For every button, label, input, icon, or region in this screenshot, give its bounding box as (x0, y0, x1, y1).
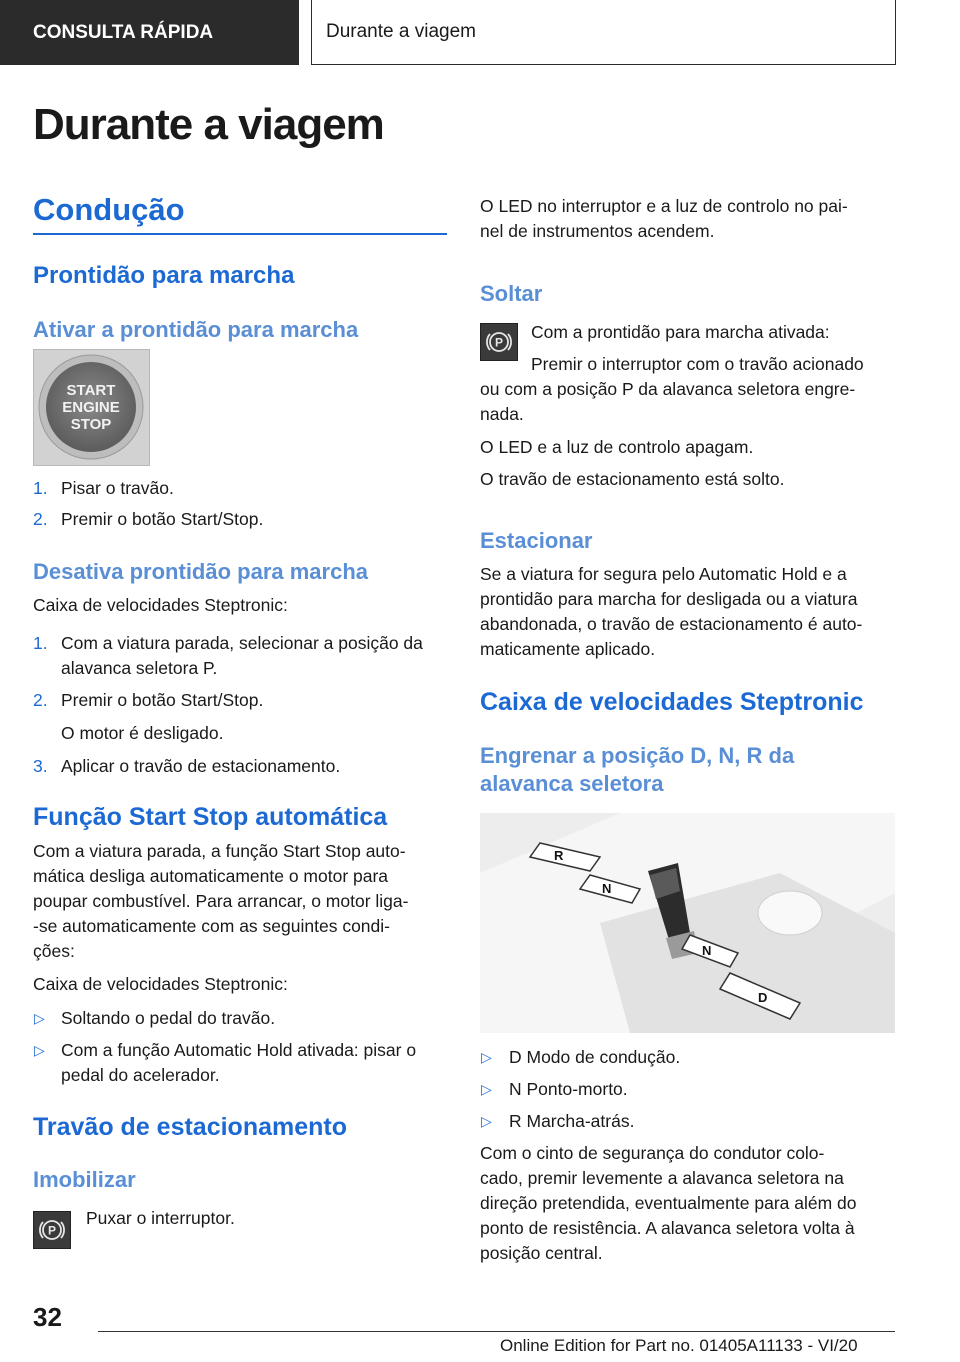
page-number: 32 (33, 1302, 62, 1332)
footer-rule (98, 1331, 895, 1332)
step-text: Premir o botão Start/Stop. (61, 690, 264, 710)
paragraph-line: direção pretendida, eventualmente para além do (480, 1193, 857, 1213)
paragraph-line: poupar combustível. Para arrancar, o motor liga- (33, 891, 409, 911)
step-text: Pisar o travão. (61, 478, 174, 498)
step-number: 2. (33, 509, 48, 529)
start-label: START (66, 382, 116, 399)
paragraph-line: posição central. (480, 1243, 603, 1263)
paragraph-line: ções: (33, 941, 75, 961)
bullet-text: pedal do acelerador. (61, 1065, 220, 1085)
desativa-intro: Caixa de velocidades Steptronic: (33, 595, 288, 615)
heading-soltar: Soltar (480, 281, 543, 306)
lever-label-n-bottom: N (702, 943, 712, 958)
triangle-bullet-icon: ▷ (34, 1042, 45, 1058)
paragraph-line: ou com a posição P da alavanca seletora engre- (480, 379, 856, 399)
triangle-bullet-icon: ▷ (34, 1010, 45, 1026)
paragraph-line: abandonada, o travão de estacionamento é auto- (480, 614, 863, 634)
triangle-bullet-icon: ▷ (481, 1113, 492, 1129)
lever-label-r: R (554, 848, 564, 863)
paragraph-line: Com a viatura parada, a função Start Stop auto- (33, 841, 406, 861)
paragraph-line: nel de instrumentos acendem. (480, 221, 715, 241)
heading-rule (33, 233, 447, 235)
lever-label-d: D (758, 990, 768, 1005)
heading-engrenar-2: alavanca seletora (480, 771, 664, 796)
page-title: Durante a viagem (33, 100, 384, 149)
svg-text:P: P (494, 335, 504, 350)
step-text: Aplicar o travão de estacionamento. (61, 756, 341, 776)
heading-caixa: Caixa de velocidades Steptronic (480, 688, 864, 716)
lever-label-n-top: N (602, 881, 612, 896)
bullet-text: N Ponto-morto. (509, 1079, 628, 1099)
header-chapter-label: Durante a viagem (326, 21, 476, 42)
parking-brake-icon (480, 323, 518, 361)
heading-imobilizar: Imobilizar (33, 1167, 136, 1192)
svg-text:P: P (47, 1223, 57, 1238)
header-section-label: CONSULTA RÁPIDA (33, 21, 214, 43)
step-number: 1. (33, 478, 48, 498)
heading-funcao: Função Start Stop automática (33, 803, 388, 831)
gear-lever-image (480, 813, 895, 1033)
heading-travao: Travão de estacionamento (33, 1113, 348, 1141)
step-number: 3. (33, 756, 48, 776)
soltar-condition: Com a prontidão para marcha ativada: (531, 322, 830, 342)
parking-brake-icon (33, 1211, 71, 1249)
step-text: Premir o botão Start/Stop. (61, 509, 264, 529)
step-text: Com a viatura parada, selecionar a posição da (61, 633, 423, 653)
bullet-text: R Marcha-atrás. (509, 1111, 635, 1131)
heading-ativar: Ativar a prontidão para marcha (33, 317, 359, 342)
paragraph-line: prontidão para marcha for desligada ou a viatura (480, 589, 858, 609)
heading-prontidao: Prontidão para marcha (33, 262, 295, 289)
paragraph-line: mática desliga automaticamente o motor para (33, 866, 389, 886)
bullet-text: Soltando o pedal do travão. (61, 1008, 276, 1028)
bullet-text: D Modo de condução. (509, 1047, 681, 1067)
paragraph-line: O LED no interruptor e a luz de controlo no pai- (480, 196, 848, 216)
header-chapter-tab (311, 0, 896, 65)
heading-estacionar: Estacionar (480, 528, 593, 553)
engine-label: ENGINE (62, 399, 120, 416)
paragraph-line: cado, premir levemente a alavanca seletora na (480, 1168, 844, 1188)
soltar-led-text: O LED e a luz de controlo apagam. (480, 437, 754, 457)
paragraph-line: -se automaticamente com as seguintes condi- (33, 916, 390, 936)
step-text: O motor é desligado. (61, 723, 224, 743)
funcao-intro: Caixa de velocidades Steptronic: (33, 974, 288, 994)
heading-conducao: Condução (33, 192, 185, 227)
paragraph-line: maticamente aplicado. (480, 639, 656, 659)
triangle-bullet-icon: ▷ (481, 1081, 492, 1097)
paragraph-line: Premir o interruptor com o travão acionado (531, 354, 864, 374)
paragraph-line: nada. (480, 404, 524, 424)
paragraph-line: Se a viatura for segura pelo Automatic Hold e a (480, 564, 847, 584)
header-section-tab (0, 0, 299, 65)
paragraph-line: Com o cinto de segurança do condutor colo- (480, 1143, 825, 1163)
heading-desativa: Desativa prontidão para marcha (33, 559, 369, 584)
soltar-solto-text: O travão de estacionamento está solto. (480, 469, 785, 489)
triangle-bullet-icon: ▷ (481, 1049, 492, 1065)
footer-edition: Online Edition for Part no. 01405A11133 - VI/20 (500, 1336, 858, 1355)
imobilizar-text: Puxar o interruptor. (86, 1208, 235, 1228)
paragraph-line: ponto de resistência. A alavanca seletora volta à (480, 1218, 855, 1238)
step-number: 2. (33, 690, 48, 710)
bullet-text: Com a função Automatic Hold ativada: pisar o (61, 1040, 417, 1060)
heading-engrenar-1: Engrenar a posição D, N, R da (480, 743, 795, 768)
step-text: alavanca seletora P. (61, 658, 218, 678)
step-number: 1. (33, 633, 48, 653)
start-stop-button-image (33, 349, 150, 466)
stop-label: STOP (70, 416, 112, 433)
